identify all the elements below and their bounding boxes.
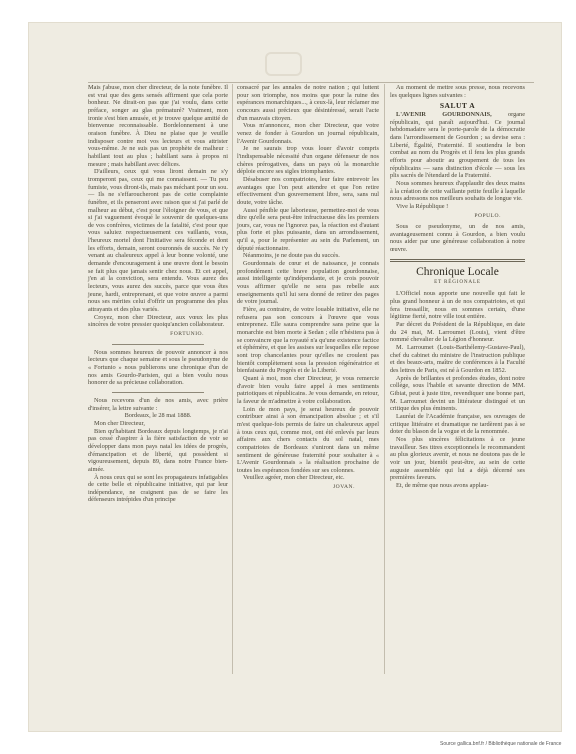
library-stamp xyxy=(265,52,302,76)
paragraph: Nos plus sincères félicitations à ce jeune travailleur. Ses titres exceptionnels le recommandent au plus glorieux avenir, et nous ne doutons pas de le voir un jour, bientôt peut-être, au sein de cette auguste assemblée qui lui a déjà décerné ses premières faveurs. xyxy=(390,435,525,482)
paragraph-lead xyxy=(390,111,525,180)
paragraph-text: organe républicain, qui paraît aujourd'hui. Ce journal hebdomadaire sera le porte-parole de la démocratie dans l'arrondissement de Gourdon ; sa devise sera : Liberté, Égalité, Fraternité. Il soutiendra le bon combat au nom du Progrès et il fera les plus grands efforts pour aboutir au groupement de tous les républicains — sans distinction d'école — sous les plis sacrés de l'étendard de la Fraternité. xyxy=(390,110,526,180)
paragraph: consacré par les annales de notre nation ; qui luttent pour son triomphe, nos moins que pour la ruine des espérances monarchiques..., à ceux-là, leur réclamer me concours aussi précieux que désintéressé, serait l'acte d'un mauvais citoyen. xyxy=(237,84,379,122)
separator-rule xyxy=(112,344,204,345)
paragraph: Vive la République ! xyxy=(396,202,449,210)
paragraph: Loin de mon pays, je serai heureux de pouvoir contribuer ainsi à son émancipation absolue ; et s'il m'est quelque-fois permis de faire un chaleureux appel à tous ceux qui, comme moi, ont été enlevés par leurs affaires aux chers contacts du sol natal, mes compatriotes de Bordeaux s'uniront dans un même sentiment de généreuse fraternité pour souhaiter à « L'Avenir Gourdonnais » la réalisation prochaine de toutes les espérances fondées sur ses colonnes. xyxy=(237,405,379,474)
paragraph: Veuillez agréer, mon cher Directeur, etc. xyxy=(243,474,345,482)
signature-jovan: JOVAN. xyxy=(332,484,355,491)
paragraph: Gourdonnais de cœur et de naissance, je connais profondément cette brave population gourdonnaise, aussi intelligente qu'indépendante, et je crois pouvoir vous affirmer qu'elle ne sera pas rebelle aux enseignements qu'il lui sera donné de retirer des pages de votre journal. xyxy=(237,260,379,306)
column-3 xyxy=(390,84,525,490)
separator-rule xyxy=(112,392,204,393)
salut-subject: L'AVENIR GOURDONNAIS, xyxy=(396,110,492,118)
paragraph: Par décret du Président de la République, en date du 24 mai, M. Larroumet (Louis), vient d'être nommé chevalier de la Légion d'honneur. xyxy=(390,321,525,344)
paragraph: L'Officiel nous apporte une nouvelle qui fait le plus grand honneur à un de nos compatriotes, et qui fera tressaillir, nous en sommes certain, d'une légitime fierté, notre ville tout entière. xyxy=(390,290,525,321)
paragraph: Désabuser nos compatriotes, leur faire entrevoir les avantages que l'on peut attendre et que l'on retire effectivement d'un gouvernement libre, sera, sans nul doute, votre tâche. xyxy=(237,175,379,206)
column-divider xyxy=(232,84,233,674)
paragraph: M. Larroumet (Louis-Barthélemy-Gustave-Paul), chef du cabinet du ministre de l'instruction publique et des beaux-arts, maître de conférences à la Faculté des lettres de Paris, est né à Gourdon en 1852. xyxy=(390,344,525,374)
paragraph: Je ne saurais trop vous louer d'avoir compris l'indispensable nécessité d'un organe défenseur de nos chères prérogatives, dans un pays où la monarchie déploie encore ses sigles triomphantes. xyxy=(237,145,379,176)
paragraph: Lauréat de l'Académie française, ses ouvrages de critique littéraire et dramatique ne tardèrent pas à se doter du blason de la vogue et de la renommée. xyxy=(390,412,525,436)
column-divider xyxy=(384,84,385,674)
paragraph: Quant à moi, mon cher Directeur, je vous remercie d'avoir bien voulu faire appel à mes sentiments patriotiques et républicains. Je vous demande, en retour, la faveur de m'admettre à votre collaboration. xyxy=(237,374,379,405)
paragraph: Fière, au contraire, de votre louable initiative, elle ne refusera pas son concours à l'œuvre que vous entreprenez. Elle saura comprendre sans peine que la monarchie est bien morte à Sedan ; elle n'hésitera pas à se convaincre que la royauté n'a qu'une existence factice et éphémère, et que les assises sur lesquelles elle repose sont trop chancelantes pour qu'elles ne croulent pas bientôt complètement sous la pression régénératrice et bienfaisante du Progrès et de la Liberté. xyxy=(237,306,379,375)
paragraph: Au moment de mettre sous presse, nous recevons les quelques lignes suivantes : xyxy=(390,84,525,99)
paragraph: Bien qu'habitant Bordeaux depuis longtemps, je n'ai pas cessé d'aspirer à la fière satisfaction de voir se développer dans mon pays natal les idées de progrès, d'émancipation et de liberté, qui possèdent si vigoureusement, depuis 89, dans notre France bien-aimée. xyxy=(88,427,228,473)
paragraph: Croyez, mon cher Directeur, aux vœux les plus sincères de votre pressier quoiqu'ancien collaborateur. xyxy=(88,313,228,329)
paragraph: Sous ce pseudonyme, un de nos amis, avantageusement connu à Gourdon, a bien voulu nous aider par une généreuse collaboration à notre œuvre. xyxy=(390,223,525,254)
section-subtitle: ET RÉGIONALE xyxy=(434,278,481,285)
paragraph: Nous recevons d'un de nos amis, avec prière d'insérer, la lettre suivante : xyxy=(88,396,228,412)
paragraph: Nous sommes heureux d'applaudir des deux mains à la création de cette vaillante petite feuille à laquelle nous adressons nos meilleurs souhaits de longue vie. xyxy=(390,179,525,203)
paragraph: Néanmoins, je ne doute pas du succès. xyxy=(243,252,340,260)
source-credit: Source gallica.bnf.fr / Bibliothèque nationale de France xyxy=(440,741,562,747)
signature-populo: POPULO. xyxy=(474,212,501,219)
paragraph: Aussi pénible que laborieuse, permettez-moi de vous dire qu'elle sera peut-être infructueuse dès les premiers jours, car, vous ne l'ignorez pas, la réaction est d'autant plus forte et plus puissante, dans un arrondissement, qu'il a, pour le représenter au sein du Parlement, un député réactionnaire. xyxy=(237,206,379,252)
salutation: Mon cher Directeur, xyxy=(94,419,145,427)
section-rule xyxy=(390,259,525,262)
paragraph: Après de brillantes et profondes études, dont notre collège, sous l'habile et savante direction de MM. Gibiat, peut à juste titre, revendiquer une bonne part, M. Larroumet devint un littérateur distingué et un critique des plus éminents. xyxy=(390,374,525,413)
paragraph: D'ailleurs, ceux qui vous liront demain ne s'y tromperont pas, ceux qui me connaissent. — Tu peu fumiste, vous diront-ils, mais pas méchant pour un sou. — Ils ne s'effaroucheront pas de cette complainte funèbre, et ils penseront avec raison que si j'ai parlé de malheur au début, c'est pour l'éloigner de vous, et que si j'ai vaguement évoqué le souvenir de quelques-uns de vos confrères, victimes de la fatalité, c'est pour que vous saluiez respectueusement ces vaillants, vous, l'heureux mortel dont l'initiative sera féconde et dont les efforts, demain, seront couronnés de succès. Ne t'y venant au chaleureux appel à leur bonne volonté, une demande d'encouragement à une œuvre dont le besoin se fait plus que jamais sentir chez nous. Et cet appel, j'en ai la conviction, sera entendu. Vous aurez des lecteurs, vous aurez des succès, parce que vous êtes jeune, hardi, entreprenant, et que votre œuvre a parmi nous ses mérites celui d'offrir un programme des plus attrayants et des plus variés. xyxy=(88,168,228,314)
salut-heading: SALUT A xyxy=(439,101,476,111)
signature-fortunio: FORTUNIO. xyxy=(170,331,204,337)
column-2 xyxy=(237,84,379,495)
top-rule xyxy=(88,82,534,83)
paragraph: Nous sommes heureux de pouvoir annoncer à nos lecteurs que chaque semaine et sous le pseudonyme de « Fortunio » nous publierons une chronique d'un de nos amis Gourdo-Parisien, qui a bien voulu nous honorer de sa précieuse collaboration. xyxy=(88,348,228,387)
paragraph: Vous m'annoncez, mon cher Directeur, que votre venez de fonder à Gourdon un journal républicain, l'Avenir Gourdonnais. xyxy=(237,122,379,145)
dateline: Bordeaux, le 28 mai 1888. xyxy=(124,412,192,420)
section-title: Chronique Locale xyxy=(416,265,499,278)
paragraph: Mais j'abuse, mon cher directeur, de la note funèbre. Il est vrai que des gens sensés affirment que cela porte bonheur. Ne dirait-on pas que j'ai voulu, dans cette préface, songer au glas prématuré? Vraiment, mon ironie s'est bien amusée, et je trouve quelque amitié de bienvenue reconnaissable. Bordelonnement à une oraison funèbre. À Dieu ne plaise que je veuille indisposer contre moi vos lecteurs et vous attrister vous-même. Je ne suis pas un prophète de malheur : habillant tout au plus ; habillant sans à propos ni mesure ; mais habillant avec délices. xyxy=(88,84,228,168)
column-1 xyxy=(88,84,228,504)
paragraph: Et, de même que nous avons applau- xyxy=(396,481,489,489)
paragraph: À nous ceux qui se sont les propagateurs infatigables de cette belle et républicaine initiative, qui par leur indépendance, ne craignent pas de se faire les défenseurs intrépides d'un principe xyxy=(88,473,228,504)
